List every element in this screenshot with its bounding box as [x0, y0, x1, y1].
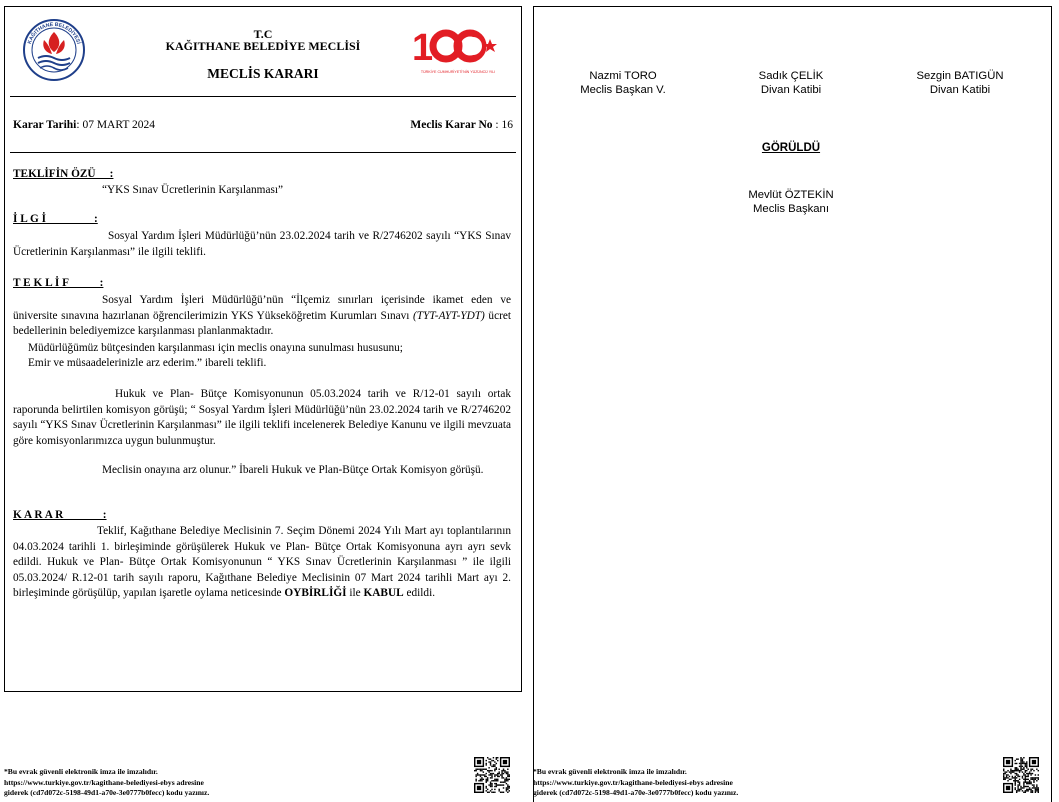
section-heading-ozu: TEKLİFİN ÖZÜ : [13, 168, 114, 180]
decision-number: Meclis Karar No : 16 [410, 119, 513, 131]
karar-text: Teklif, Kağıthane Belediye Meclisinin 7. Seçim Dönemi 2024 Yılı Mart ayı toplantılarının 04.03.2024 tarihli 1. birleşiminde görüşülerek Hukuk ve Plan- Bütçe Ortak Komisyonuna ayrı ayrı sevk edildi. Hukuk ve Plan- Bütçe Ortak Komisyonunun “ YKS Sınav Ücretlerinin Karşılanması ” ile ilgili 05.03.2024/ R.12-01 tarih sayılı raporu, Kağıthane Belediye Meclisinin 07 Mart 2024 tarihli Mart ayı 2. birleşiminde görüşülüp, yapılan işaretle oylama neticesinde OYBİRLİĞİ ile KABUL edildi. [13, 525, 511, 600]
document-page-2 [531, 0, 1059, 802]
divider [10, 96, 516, 97]
e-signature-footer: *Bu evrak güvenli elektronik imza ile imzalıdır. https://www.turkiye.gov.tr/kagithane-belediyesi-ebys adresine giderek (cd7d072c-5198-49d1-a70e-3e0777b0fecc) kodu yazınız. [4, 767, 210, 797]
komisyon-text: Hukuk ve Plan- Bütçe Komisyonunun 05.03.2024 tarih ve R/12-01 sayılı ortak raporunda belirtilen komisyon görüşü; “ Sosyal Yardım İşleri Müdürlüğü’nün 23.02.2024 tarih ve R/2746202 sayılı “YKS Sınav Ücretlerinin Karşılanması” ile ilgili teklifi incelenerek Belediye Kanunu ve ilgili mevzuata göre komisyonlarımızca uygun bulunmuştur. [13, 388, 511, 447]
kagithane-belediyesi-logo [22, 18, 86, 82]
svg-text:TÜRKİYE CUMHURİYETİ'NİN YÜZÜNC: TÜRKİYE CUMHURİYETİ'NİN YÜZÜNCÜ YILI [420, 70, 496, 74]
header-karar-title: MECLİS KARARI [207, 66, 319, 81]
meclis-onay-text: Meclisin onayına arz olunur.” İbareli Hukuk ve Plan-Bütçe Ortak Komisyon görüşü. [102, 464, 484, 476]
document-page-1 [0, 0, 528, 802]
meclis-baskani-signature: Mevlüt ÖZTEKİN Meclis Başkanı [748, 189, 834, 215]
signature-block: Nazmi TORO Meclis Başkan V. [580, 70, 666, 96]
svg-text:KAĞITHANE BELEDİYESİ: KAĞITHANE BELEDİYESİ [26, 21, 82, 45]
decision-meta [13, 119, 513, 131]
signature-block: Sadık ÇELİK Divan Katibi [758, 70, 824, 96]
qr-code-icon [474, 757, 510, 793]
signature-block: Sezgin BATIGÜN Divan Katibi [916, 70, 1004, 96]
page-frame [533, 6, 1052, 802]
qr-code-icon [1003, 757, 1039, 793]
teklif-line-3: Emir ve müsaadelerinizle arz ederim.” ibareli teklifi. [28, 357, 267, 369]
teklif-line-2: Müdürlüğümüz bütçesinden karşılanması için meclis onayına sunulması hususunu; [28, 342, 403, 354]
e-signature-footer: *Bu evrak güvenli elektronik imza ile imzalıdır. https://www.turkiye.gov.tr/kagithane-belediyesi-ebys adresine giderek (cd7d072c-5198-49d1-a70e-3e0777b0fecc) kodu yazınız. [533, 767, 739, 797]
ozu-text: “YKS Sınav Ücretlerinin Karşılanması” [102, 184, 284, 196]
teklif-paragraph: Sosyal Yardım İşleri Müdürlüğü’nün “İlçemiz sınırları içerisinde ikamet eden ve üniversite sınavına hazırlanan öğrencilerimizin YKS Yükseköğretim Kurumları Sınavı (TYT-AYT-YDT) ücret bedellerinin belediyemizce karşılanması planlanmaktadır. [13, 294, 512, 338]
ilgi-text: Sosyal Yardım İşleri Müdürlüğü’nün 23.02.2024 tarih ve R/2746202 sayılı “YKS Sınav Ücretlerinin Karşılanması” ile ilgili teklifi. [13, 230, 511, 258]
section-heading-ilgi: İ L G İ : [13, 213, 98, 225]
svg-text:1: 1 [412, 27, 434, 69]
header-meclis: KAĞITHANE BELEDİYE MECLİSİ [165, 39, 361, 53]
decision-date: Karar Tarihi: 07 MART 2024 [13, 119, 156, 131]
goruldu-heading: GÖRÜLDÜ [761, 142, 821, 154]
section-heading-karar: K A R A R : [13, 509, 107, 521]
header-tc: T.C [253, 27, 273, 41]
turkiye-100-yil-logo [412, 24, 504, 76]
section-heading-teklif: T E K L İ F : [13, 277, 104, 289]
divider [10, 152, 516, 153]
